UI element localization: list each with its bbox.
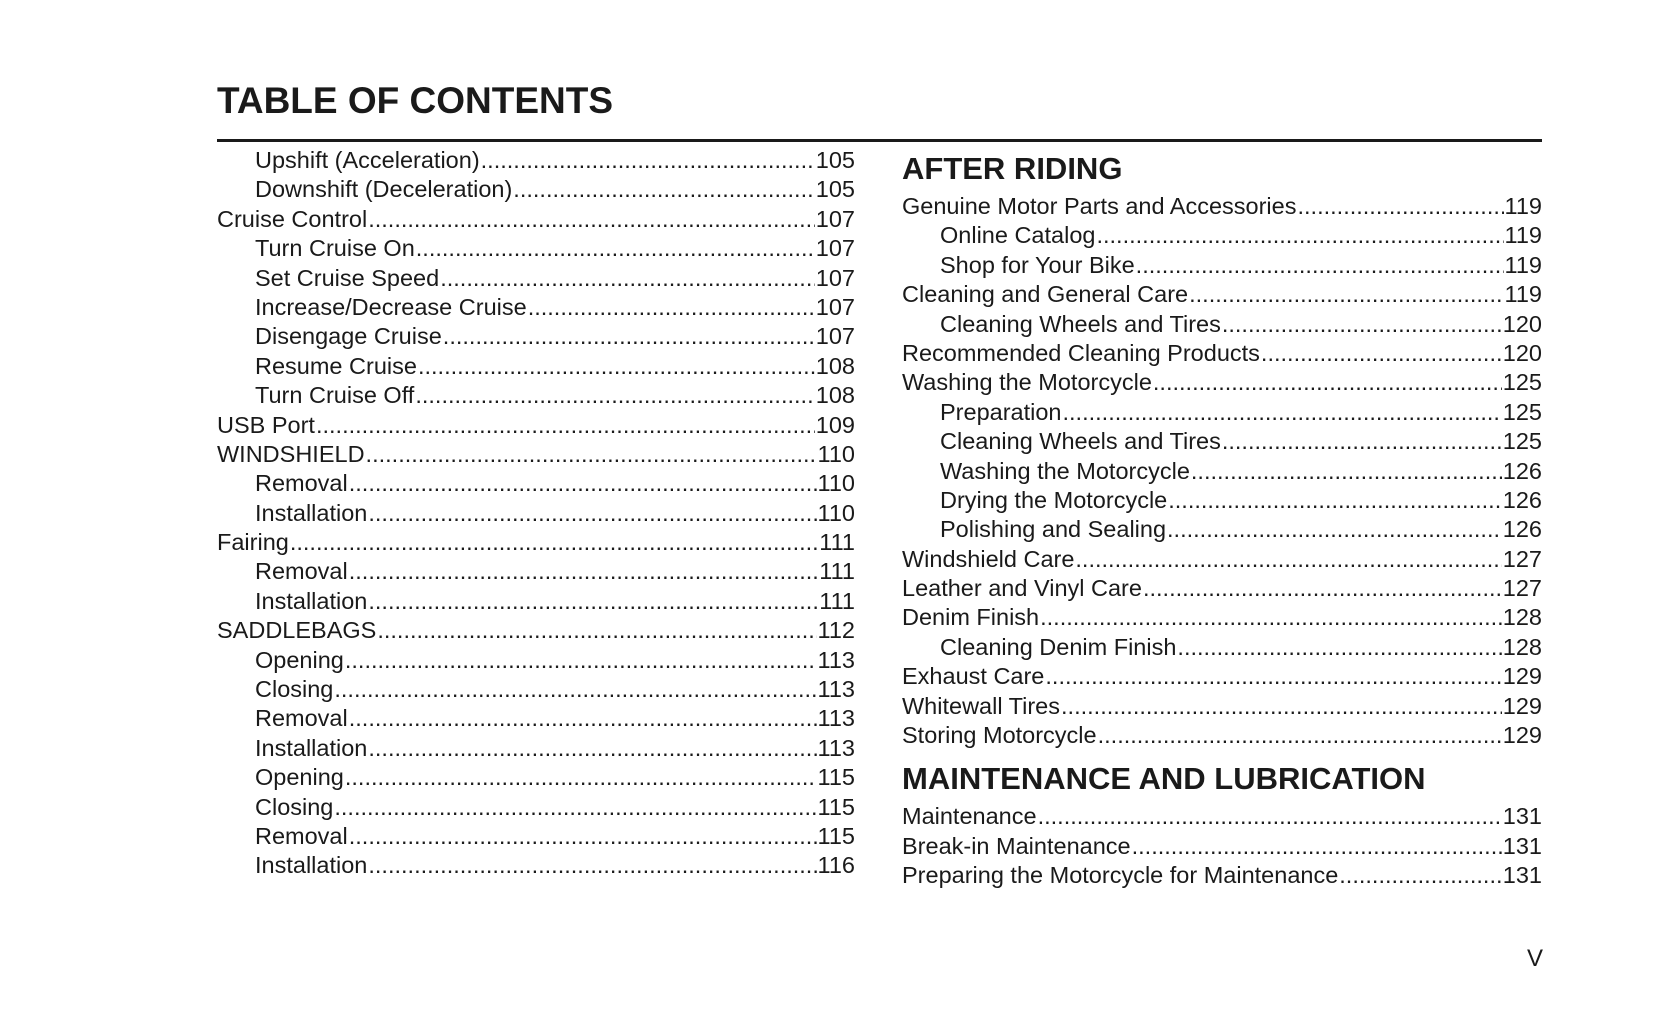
toc-entry-page: 111 — [819, 529, 855, 556]
toc-entry[interactable] — [902, 339, 1542, 368]
toc-entry[interactable] — [902, 545, 1542, 574]
dot-leader — [440, 264, 815, 293]
toc-entry[interactable] — [902, 368, 1542, 397]
dot-leader — [368, 205, 815, 234]
toc-entry[interactable] — [902, 221, 1542, 250]
toc-entry-page: 110 — [817, 470, 855, 497]
toc-entry[interactable] — [217, 587, 855, 616]
toc-entry[interactable] — [902, 802, 1542, 831]
toc-entry-page: 119 — [1504, 281, 1542, 308]
toc-entry[interactable] — [217, 793, 855, 822]
toc-entry[interactable] — [902, 251, 1542, 280]
toc-entry[interactable] — [217, 528, 855, 557]
dot-leader — [366, 440, 817, 469]
toc-entry-label: Storing Motorcycle — [902, 722, 1097, 749]
toc-entry-page: 115 — [817, 793, 855, 820]
dot-leader — [316, 411, 815, 440]
toc-entry[interactable] — [902, 832, 1542, 861]
dot-leader — [1040, 603, 1502, 632]
dot-leader — [1222, 310, 1502, 339]
toc-entry-label: USB Port — [217, 411, 315, 438]
dot-leader — [377, 616, 816, 645]
toc-entry-label: Whitewall Tires — [902, 692, 1061, 719]
dot-leader — [368, 734, 816, 763]
toc-entry-page: 113 — [817, 705, 855, 732]
toc-entry-label: Opening — [255, 764, 344, 791]
dot-leader — [368, 851, 816, 880]
toc-entry-label: Leather and Vinyl Care — [902, 575, 1142, 602]
toc-entry-label: Removal — [255, 470, 348, 497]
toc-entry-page: 111 — [819, 587, 855, 614]
dot-leader — [349, 822, 817, 851]
toc-entry-page: 119 — [1504, 251, 1542, 278]
toc-entry-page: 113 — [817, 676, 855, 703]
toc-entry-label: Denim Finish — [902, 604, 1040, 631]
toc-entry-page: 131 — [1502, 862, 1542, 889]
toc-entry-page: 108 — [815, 352, 855, 379]
dot-leader — [1168, 486, 1502, 515]
toc-entry[interactable] — [217, 264, 855, 293]
dot-leader — [513, 175, 814, 204]
toc-entry-label: Windshield Care — [902, 545, 1075, 572]
toc-entry-label: Genuine Motor Parts and Accessories — [902, 193, 1297, 219]
dot-leader — [1189, 280, 1503, 309]
dot-leader — [1297, 192, 1503, 221]
toc-entry-label: Recommended Cleaning Products — [902, 339, 1260, 366]
toc-right-column — [902, 146, 1542, 891]
dot-leader — [1222, 427, 1502, 456]
toc-entry[interactable] — [217, 851, 855, 880]
toc-entry-page: 127 — [1502, 575, 1542, 602]
toc-entry[interactable] — [217, 704, 855, 733]
dot-leader — [290, 528, 818, 557]
toc-entry-page: 113 — [817, 734, 855, 761]
toc-entry-label: Washing the Motorcycle — [940, 457, 1190, 484]
toc-entry-label: SADDLEBAGS — [217, 617, 377, 644]
dot-leader — [1167, 515, 1502, 544]
toc-entry-page: 107 — [815, 205, 855, 232]
toc-entry-label: Set Cruise Speed — [255, 264, 440, 291]
dot-leader — [1038, 802, 1502, 831]
toc-entry[interactable] — [217, 175, 855, 204]
toc-entry[interactable] — [217, 352, 855, 381]
toc-entry[interactable] — [217, 499, 855, 528]
toc-entry-page: 105 — [815, 176, 855, 203]
toc-entry-page: 111 — [819, 558, 855, 585]
toc-entry-page: 112 — [817, 617, 855, 644]
toc-entry-label: Removal — [255, 705, 348, 732]
toc-entry[interactable] — [902, 721, 1542, 750]
dot-leader — [349, 469, 817, 498]
toc-entry-label: Cleaning and General Care — [902, 281, 1189, 308]
toc-entry-page: 126 — [1502, 457, 1542, 484]
toc-entry[interactable] — [217, 822, 855, 851]
dot-leader — [1096, 221, 1503, 250]
toc-entry-page: 107 — [815, 235, 855, 262]
toc-entry[interactable] — [902, 398, 1542, 427]
toc-entry-label: Upshift (Acceleration) — [255, 147, 480, 173]
toc-entry[interactable] — [902, 574, 1542, 603]
toc-entry-page: 125 — [1502, 428, 1542, 455]
toc-entry[interactable] — [217, 646, 855, 675]
toc-entry[interactable] — [902, 486, 1542, 515]
dot-leader — [349, 557, 819, 586]
dot-leader — [345, 763, 817, 792]
toc-entry-label: Installation — [255, 852, 368, 879]
dot-leader — [1143, 574, 1502, 603]
toc-entry-label: Preparation — [940, 398, 1062, 425]
dot-leader — [1132, 832, 1502, 861]
toc-entry[interactable] — [217, 616, 855, 645]
toc-entry-page: 131 — [1502, 832, 1542, 859]
toc-entry[interactable] — [902, 603, 1542, 632]
toc-entry-label: Disengage Cruise — [255, 323, 442, 350]
toc-entry-label: Fairing — [217, 529, 289, 556]
toc-entry-page: 127 — [1502, 545, 1542, 572]
toc-entry[interactable] — [902, 192, 1542, 221]
toc-entry[interactable] — [217, 411, 855, 440]
dot-leader — [416, 234, 815, 263]
toc-entry[interactable] — [217, 322, 855, 351]
toc-entry-page: 115 — [817, 764, 855, 791]
toc-entry-page: 120 — [1502, 339, 1542, 366]
dot-leader — [334, 793, 816, 822]
toc-entry-label: Opening — [255, 646, 344, 673]
section-heading: AFTER RIDING — [902, 151, 1123, 186]
page-number: V — [1526, 945, 1543, 972]
toc-entry-page: 126 — [1502, 486, 1542, 513]
toc-entry-label: Installation — [255, 734, 368, 761]
toc-entry-page: 125 — [1502, 398, 1542, 425]
toc-entry-page: 109 — [815, 411, 855, 438]
toc-entry-label: Closing — [255, 676, 334, 703]
dot-leader — [481, 146, 815, 175]
dot-leader — [349, 704, 817, 733]
toc-entry-page: 107 — [815, 323, 855, 350]
toc-entry-page: 115 — [817, 822, 855, 849]
dot-leader — [1063, 398, 1502, 427]
toc-entry-label: Exhaust Care — [902, 663, 1045, 690]
toc-entry-label: Cleaning Wheels and Tires — [940, 310, 1221, 337]
toc-entry-page: 129 — [1502, 722, 1542, 749]
toc-left-column — [217, 146, 855, 881]
dot-leader — [1191, 457, 1502, 486]
toc-entry-page: 129 — [1502, 663, 1542, 690]
toc-entry-page: 119 — [1504, 193, 1542, 219]
toc-entry-label: Preparing the Motorcycle for Maintenance — [902, 862, 1339, 889]
toc-entry-label: Installation — [255, 587, 368, 614]
toc-entry-page: 120 — [1502, 310, 1542, 337]
toc-entry[interactable] — [902, 427, 1542, 456]
toc-entry-label: Turn Cruise Off — [255, 382, 415, 409]
toc-entry-label: Shop for Your Bike — [940, 251, 1135, 278]
title-rule — [217, 139, 1542, 142]
toc-entry-label: Increase/Decrease Cruise — [255, 293, 527, 320]
dot-leader — [415, 381, 814, 410]
dot-leader — [1136, 251, 1504, 280]
toc-entry[interactable] — [217, 469, 855, 498]
toc-entry-page: 107 — [815, 264, 855, 291]
toc-entry-page: 126 — [1502, 516, 1542, 543]
toc-entry-label: Removal — [255, 558, 348, 585]
toc-entry[interactable] — [902, 515, 1542, 544]
dot-leader — [1177, 633, 1501, 662]
toc-entry-page: 119 — [1504, 222, 1542, 249]
section-heading: MAINTENANCE AND LUBRICATION — [902, 761, 1426, 797]
dot-leader — [1045, 662, 1501, 691]
toc-entry-label: Downshift (Deceleration) — [255, 176, 513, 203]
toc-entry-page: 110 — [817, 440, 855, 467]
toc-entry-page: 116 — [817, 852, 855, 879]
toc-entry[interactable] — [902, 861, 1542, 890]
toc-entry-page: 128 — [1502, 633, 1542, 660]
dot-leader — [418, 352, 815, 381]
toc-entry[interactable] — [217, 440, 855, 469]
toc-entry[interactable] — [902, 310, 1542, 339]
toc-entry-page: 129 — [1502, 692, 1542, 719]
dot-leader — [528, 293, 815, 322]
toc-entry-page: 113 — [817, 646, 855, 673]
toc-entry[interactable] — [217, 675, 855, 704]
dot-leader — [1261, 339, 1502, 368]
dot-leader — [1075, 545, 1501, 574]
toc-entry-label: Washing the Motorcycle — [902, 369, 1152, 396]
dot-leader — [1061, 692, 1502, 721]
toc-entry-label: Removal — [255, 822, 348, 849]
toc-entry-page: 107 — [815, 293, 855, 320]
toc-entry-label: Closing — [255, 793, 334, 820]
toc-entry-label: Cleaning Wheels and Tires — [940, 428, 1221, 455]
dot-leader — [1098, 721, 1502, 750]
dot-leader — [1339, 861, 1502, 890]
toc-entry-label: WINDSHIELD — [217, 440, 365, 467]
toc-entry[interactable] — [217, 234, 855, 263]
toc-entry[interactable] — [902, 692, 1542, 721]
page-title: TABLE OF CONTENTS — [217, 80, 614, 121]
toc-entry-label: Maintenance — [902, 803, 1037, 830]
toc-entry-page: 105 — [815, 147, 855, 173]
dot-leader — [443, 322, 815, 351]
toc-entry-label: Break-in Maintenance — [902, 832, 1131, 859]
dot-leader — [345, 646, 817, 675]
toc-entry-label: Polishing and Sealing — [940, 516, 1167, 543]
toc-entry[interactable] — [217, 734, 855, 763]
toc-entry-label: Turn Cruise On — [255, 235, 415, 262]
dot-leader — [1153, 368, 1502, 397]
dot-leader — [334, 675, 816, 704]
toc-entry[interactable] — [902, 280, 1542, 309]
toc-entry-page: 110 — [817, 499, 855, 526]
toc-entry[interactable] — [902, 633, 1542, 662]
dot-leader — [368, 499, 816, 528]
toc-entry-page: 125 — [1502, 369, 1542, 396]
dot-leader — [368, 587, 818, 616]
toc-entry-label: Online Catalog — [940, 222, 1096, 249]
toc-entry-page: 128 — [1502, 604, 1542, 631]
toc-entry[interactable] — [902, 662, 1542, 691]
toc-entry[interactable] — [217, 146, 855, 175]
toc-entry-label: Drying the Motorcycle — [940, 486, 1168, 513]
toc-entry[interactable] — [217, 381, 855, 410]
toc-entry-label: Resume Cruise — [255, 352, 417, 379]
toc-entry[interactable] — [902, 457, 1542, 486]
toc-entry[interactable] — [217, 205, 855, 234]
toc-entry[interactable] — [217, 763, 855, 792]
toc-entry-label: Installation — [255, 499, 368, 526]
toc-entry-page: 131 — [1502, 803, 1542, 830]
toc-entry[interactable] — [217, 293, 855, 322]
toc-entry-label: Cruise Control — [217, 205, 368, 232]
toc-entry-page: 108 — [815, 382, 855, 409]
toc-entry[interactable] — [217, 557, 855, 586]
toc-entry-label: Cleaning Denim Finish — [940, 633, 1177, 660]
